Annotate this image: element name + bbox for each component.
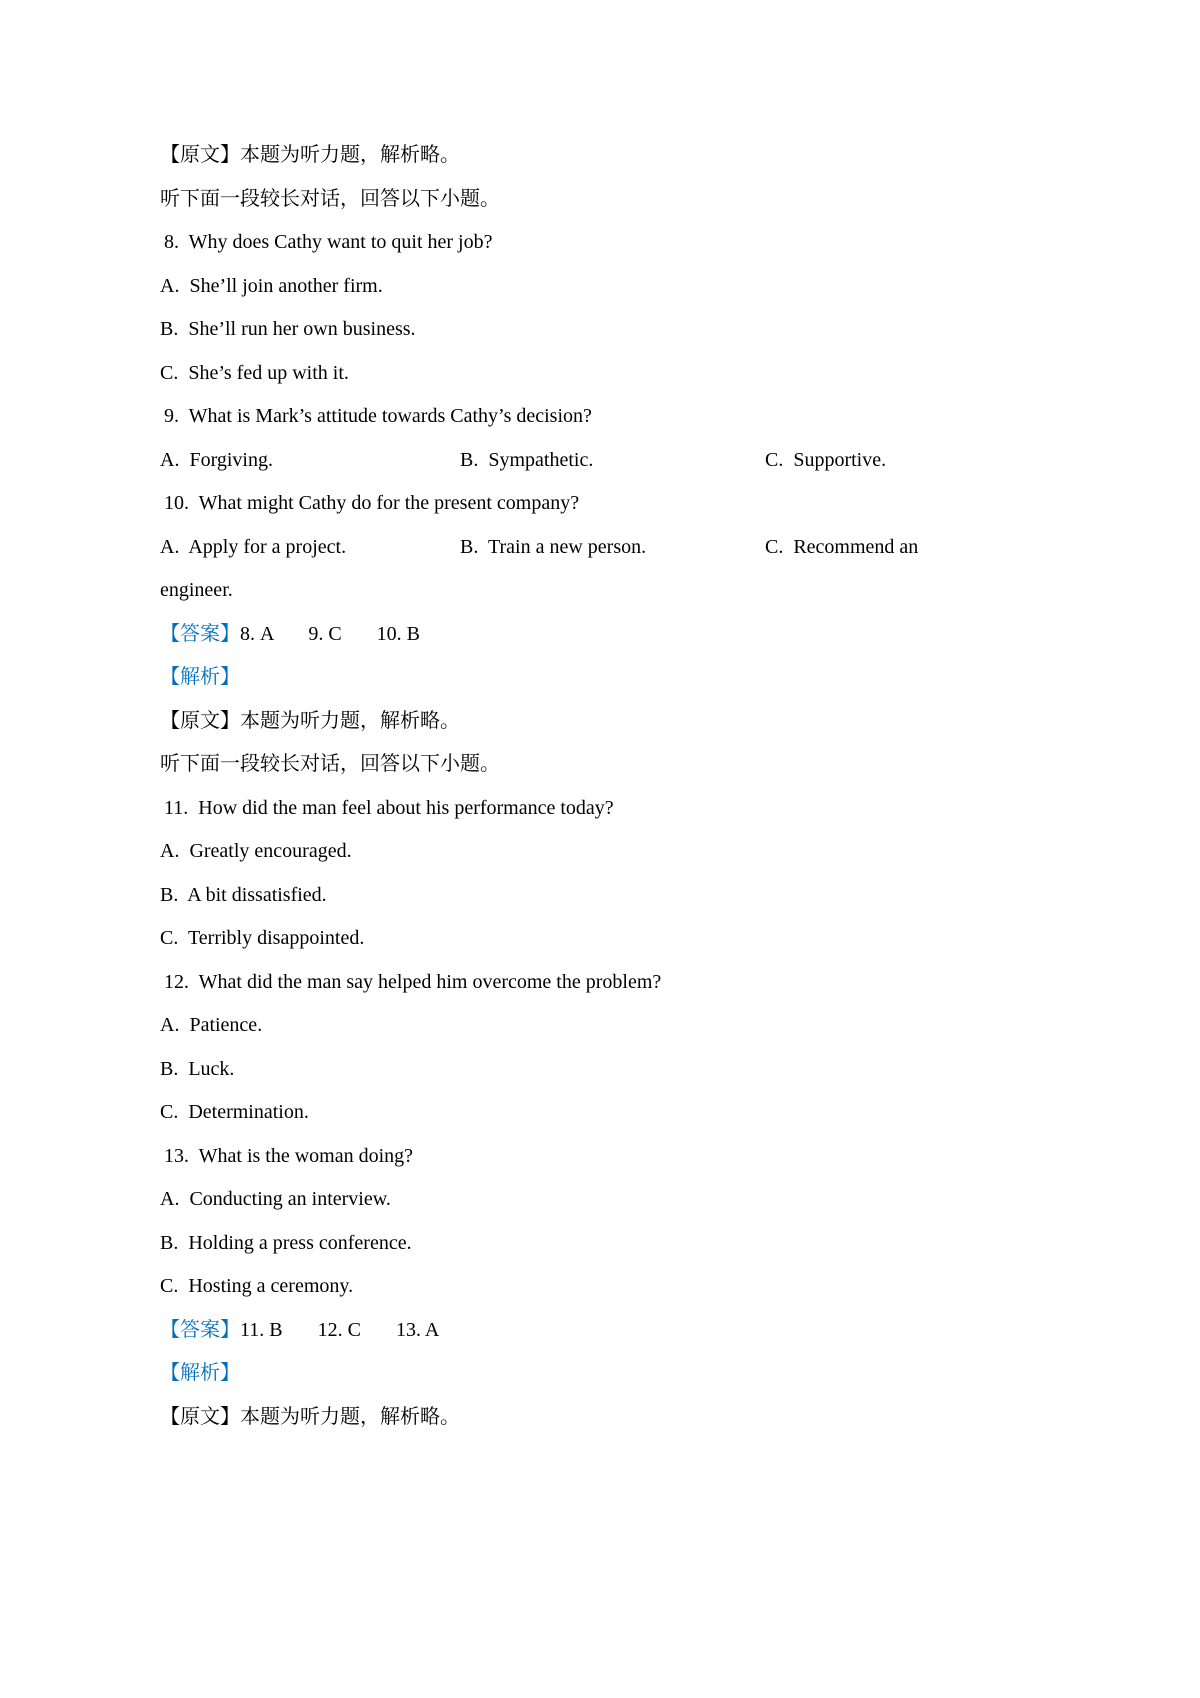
text-segment: B. She’ll run her own business. [160,318,416,340]
source-note-line [160,1396,1100,1440]
option-line-11c [160,917,1100,961]
answer-line-8-10 [160,613,1100,657]
text-segment: 8. A 9. C 10. B [240,622,421,645]
instruction-line [160,178,1100,222]
text-segment: 12. What did the man say helped him overcome the problem? [164,970,662,993]
option-line-8a [160,265,1100,309]
bracket-label: 【答案】 [160,1318,240,1341]
option-line-11b [160,874,1100,918]
text-segment: B. Luck. [160,1057,235,1080]
text-segment: B. A bit dissatisfied. [160,883,327,906]
text-segment: 13. What is the woman doing? [164,1144,414,1167]
text-segment: 【原文】本题为听力题，解析略。 [160,144,460,166]
option-line-13c [160,1265,1100,1309]
analysis-label-line [160,1352,1100,1396]
bracket-label: 【答案】 [160,622,240,645]
options-row-9 [160,439,1100,483]
option-line-11a [160,830,1100,874]
options-row-10 [160,526,1100,570]
option-col: A. Forgiving. [160,448,273,471]
source-note-line [160,134,1100,178]
text-segment: A. Greatly encouraged. [160,840,352,862]
question-line-12 [160,961,1100,1005]
text-segment: C. She’s fed up with it. [160,361,349,384]
option-col: B. Train a new person. [460,535,647,558]
source-note-line [160,700,1100,744]
question-line-13 [160,1135,1100,1179]
text-segment: engineer. [160,579,233,601]
option-line-12a [160,1004,1100,1048]
document-body [160,134,1100,1439]
text-segment: A. Conducting an interview. [160,1188,391,1210]
question-line-11 [160,787,1100,831]
text-segment: 11. B 12. C 13. A [240,1318,440,1341]
bracket-label: 【解析】 [160,666,240,688]
text-segment: 9. What is Mark’s attitude towards Cathy’s decision? [164,405,592,427]
bracket-label: 【解析】 [160,1362,240,1384]
option-col: A. Apply for a project. [160,535,347,558]
option-line-12c [160,1091,1100,1135]
text-segment: C. Terribly disappointed. [160,927,365,949]
option-col: B. Sympathetic. [460,448,594,471]
option-col: C. Supportive. [765,448,887,471]
option-line-8c [160,352,1100,396]
instruction-line [160,743,1100,787]
text-segment: 【原文】本题为听力题，解析略。 [160,1405,460,1428]
text-segment: A. She’ll join another firm. [160,274,383,297]
text-segment: 听下面一段较长对话，回答以下小题。 [160,753,500,775]
option-line-8b [160,308,1100,352]
text-segment: 听下面一段较长对话，回答以下小题。 [160,187,500,210]
option-continuation-line [160,569,1100,613]
option-col: C. Recommend an [765,535,919,558]
text-segment: 11. How did the man feel about his performance today? [164,796,614,819]
option-line-12b [160,1048,1100,1092]
text-segment: 8. Why does Cathy want to quit her job? [164,231,493,253]
text-segment: 10. What might Cathy do for the present company? [164,492,580,514]
option-line-13a [160,1178,1100,1222]
answer-line-11-13 [160,1309,1100,1353]
text-segment: C. Hosting a ceremony. [160,1275,354,1297]
analysis-label-line [160,656,1100,700]
text-segment: 【原文】本题为听力题，解析略。 [160,709,460,732]
text-segment: B. Holding a press conference. [160,1231,412,1254]
question-line-10 [160,482,1100,526]
option-line-13b [160,1222,1100,1266]
question-line-9 [160,395,1100,439]
text-segment: C. Determination. [160,1101,309,1123]
text-segment: A. Patience. [160,1014,263,1036]
question-line-8 [160,221,1100,265]
